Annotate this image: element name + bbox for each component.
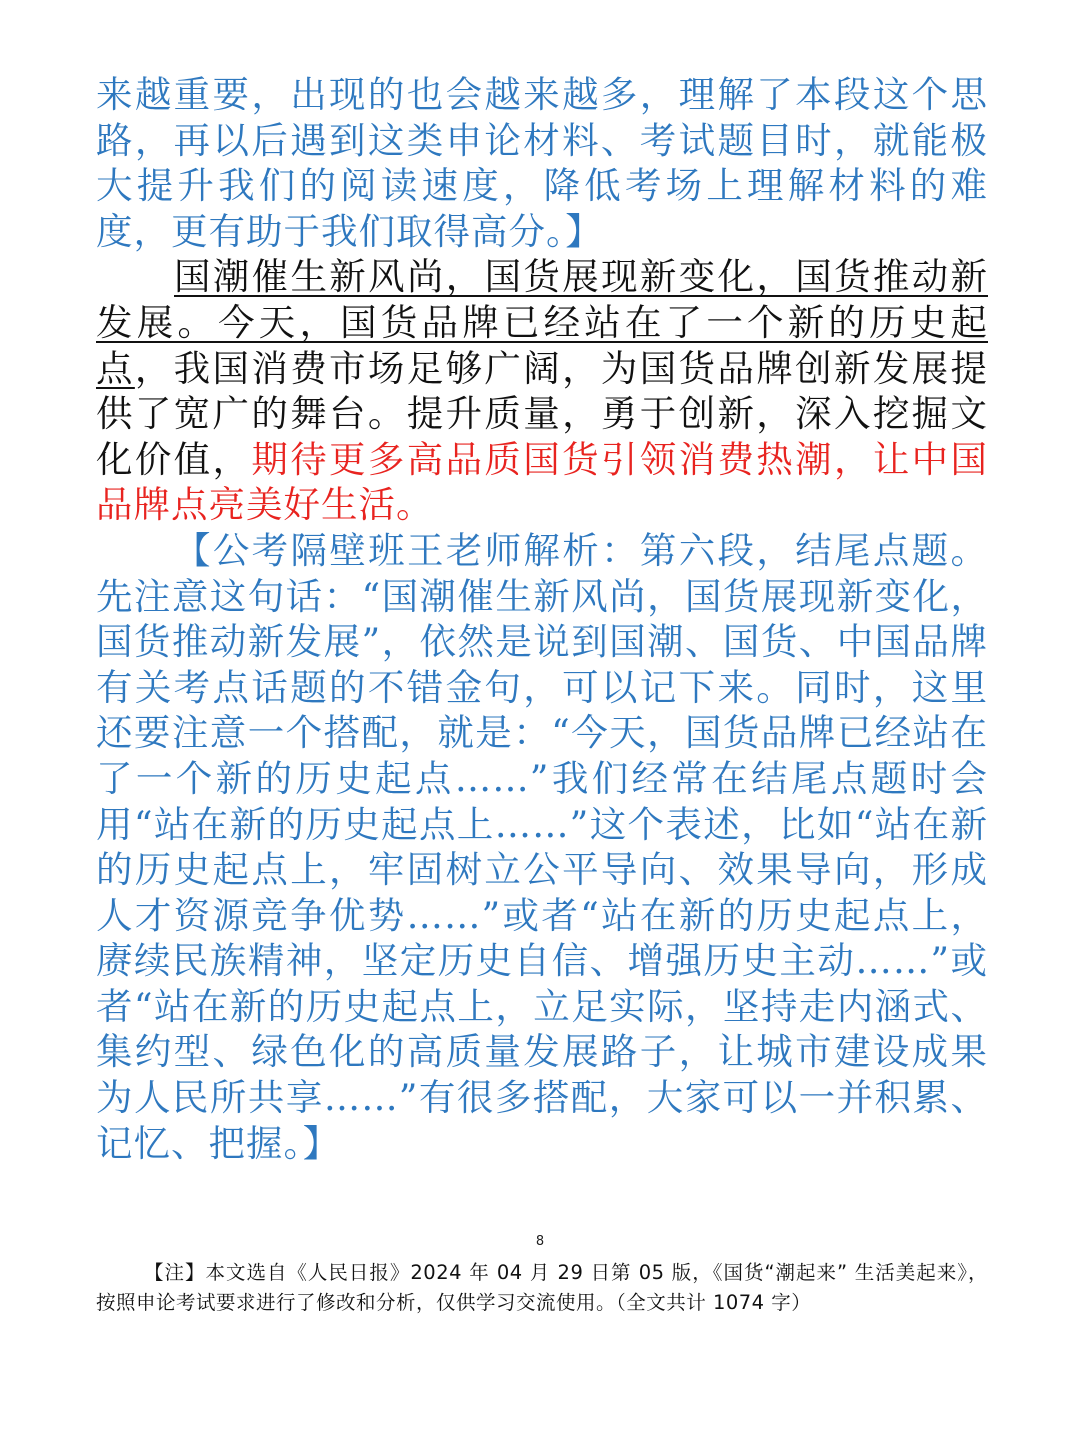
analysis-six-paragraph: 【公考隔壁班王老师解析：第六段，结尾点题。先注意这句话：“国潮催生新风尚，国货展现新变化，国货推动新发展”，依然是说到国潮、国货、中国品牌有关考点话题的不错金句，可以记下来。同时，这里还要注意一个搭配，就是：“今天，国货品牌已经站在了一个新的历史起点……”我们经常在结尾点题时会用“站在新的历史起点上……”这个表述，比如“站在新的历史起点上，牢固树立公平导向、效果导向，形成人才资源竞争优势……”或者“站在新的历史起点上，赓续民族精神，坚定历史自信、增强历史主动……”或者“站在新的历史起点上，立足实际，坚持走内涵式、集约型、绿色化的高质量发展路子，让城市建设成果为人民所共享……”有很多搭配，大家可以一并积累、记忆、把握。】	[96, 528, 988, 1165]
conclusion-paragraph	[96, 254, 988, 528]
analysis-tail-paragraph: 来越重要，出现的也会越来越多，理解了本段这个思路，再以后遇到这类申论材料、考试题目时，就能极大提升我们的阅读速度，降低考场上理解材料的难度，更有助于我们取得高分。】	[96, 73, 988, 253]
conclusion-plain-text: ，我国消费市场足够广阔，为国货品牌创新发展提供了宽广的舞台。提升质量，勇于创新，深入挖掘文化价值，	[96, 346, 989, 481]
conclusion-underlined-text: 国潮催生新风尚，国货展现新变化，国货推动新发展。今天，国货品牌已经站在了一个新的历史起点	[96, 255, 988, 390]
source-note: 【注】本文选自《人民日报》2024 年 04 月 29 日第 05 版，《国货“潮起来” 生活美起来》，按照申论考试要求进行了修改和分析，仅供学习交流使用。（全文共计 1074 字）	[96, 1261, 988, 1314]
document-page	[96, 72, 988, 1166]
conclusion-highlight-text: 期待更多高品质国货引领消费热潮，让中国品牌点亮美好生活。	[96, 437, 989, 527]
page-number: 8	[535, 1234, 545, 1249]
